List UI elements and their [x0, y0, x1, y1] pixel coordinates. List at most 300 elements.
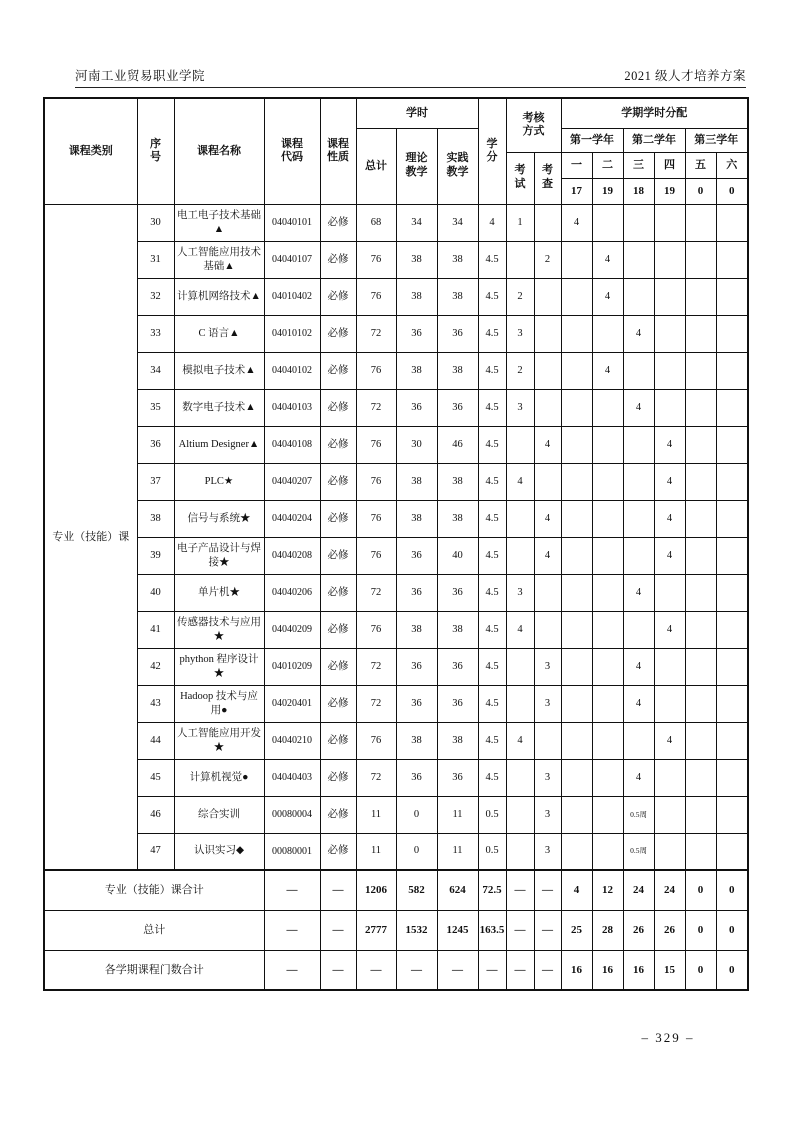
cell-sem-2	[592, 500, 623, 537]
cell-sem-6	[716, 500, 748, 537]
cell-theory: 0	[396, 796, 437, 833]
col-header-code	[264, 98, 320, 204]
summary-sem-6: 0	[716, 910, 748, 950]
col-header-sem-6: 六	[716, 152, 748, 178]
summary-theory: 1532	[396, 910, 437, 950]
summary-nature: —	[320, 870, 356, 910]
cell-no: 41	[137, 611, 174, 648]
col-header-credit	[478, 98, 506, 204]
cell-nature: 必修	[320, 722, 356, 759]
cell-sem-5	[685, 463, 716, 500]
cell-sem-3	[623, 241, 654, 278]
cell-no: 38	[137, 500, 174, 537]
cell-nature: 必修	[320, 759, 356, 796]
col-header-hours: 学时	[356, 98, 478, 128]
summary-sem-5: 0	[685, 870, 716, 910]
cell-exam: 3	[506, 389, 534, 426]
cell-total: 68	[356, 204, 396, 241]
cell-credit: 4.5	[478, 500, 506, 537]
cell-theory: 38	[396, 611, 437, 648]
cell-theory: 38	[396, 352, 437, 389]
cell-sem-1	[561, 759, 592, 796]
cell-theory: 36	[396, 648, 437, 685]
summary-total: —	[356, 950, 396, 990]
cell-code: 04010209	[264, 648, 320, 685]
cell-nature: 必修	[320, 352, 356, 389]
cell-check: 3	[534, 648, 561, 685]
cell-practice: 11	[437, 833, 478, 870]
cell-sem-1	[561, 426, 592, 463]
cell-sem-6	[716, 574, 748, 611]
cell-check	[534, 315, 561, 352]
cell-exam	[506, 759, 534, 796]
cell-sem-5	[685, 685, 716, 722]
cell-sem-5	[685, 500, 716, 537]
sem-weeks-3: 18	[623, 178, 654, 204]
cell-no: 44	[137, 722, 174, 759]
summary-check: —	[534, 870, 561, 910]
cell-sem-5	[685, 833, 716, 870]
summary-label: 专业（技能）课合计	[44, 870, 264, 910]
cell-code: 04040207	[264, 463, 320, 500]
course-row	[44, 833, 748, 870]
cell-total: 76	[356, 611, 396, 648]
col-header-theory	[396, 128, 437, 204]
cell-nature: 必修	[320, 315, 356, 352]
cell-credit: 0.5	[478, 796, 506, 833]
cell-nature: 必修	[320, 574, 356, 611]
cell-credit: 4.5	[478, 574, 506, 611]
course-row	[44, 537, 748, 574]
cell-sem-3: 4	[623, 759, 654, 796]
cell-exam	[506, 833, 534, 870]
cell-theory: 38	[396, 722, 437, 759]
col-header-code-label: 课程代码	[281, 137, 303, 164]
cell-sem-4	[654, 759, 685, 796]
cell-exam: 3	[506, 574, 534, 611]
cell-sem-1	[561, 537, 592, 574]
cell-name: 综合实训	[174, 796, 264, 833]
cell-check	[534, 611, 561, 648]
cell-nature: 必修	[320, 611, 356, 648]
cell-sem-2	[592, 537, 623, 574]
cell-code: 04040209	[264, 611, 320, 648]
cell-theory: 36	[396, 537, 437, 574]
header-row-1	[44, 98, 748, 128]
cell-practice: 38	[437, 500, 478, 537]
cell-name: 数字电子技术▲	[174, 389, 264, 426]
cell-code: 04010102	[264, 315, 320, 352]
cell-total: 72	[356, 759, 396, 796]
cell-theory: 36	[396, 574, 437, 611]
cell-credit: 4.5	[478, 685, 506, 722]
summary-row	[44, 950, 748, 990]
summary-practice: 624	[437, 870, 478, 910]
cell-practice: 34	[437, 204, 478, 241]
cell-sem-2	[592, 648, 623, 685]
summary-exam: —	[506, 910, 534, 950]
cell-sem-6	[716, 278, 748, 315]
summary-label: 各学期课程门数合计	[44, 950, 264, 990]
cell-name: 电子产品设计与焊接★	[174, 537, 264, 574]
col-header-check-label: 考查	[542, 164, 554, 190]
cell-practice: 38	[437, 278, 478, 315]
course-row	[44, 426, 748, 463]
cell-check	[534, 463, 561, 500]
col-header-practice	[437, 128, 478, 204]
cell-sem-2	[592, 574, 623, 611]
cell-theory: 0	[396, 833, 437, 870]
cell-no: 40	[137, 574, 174, 611]
cell-credit: 4.5	[478, 759, 506, 796]
cell-exam	[506, 241, 534, 278]
summary-credit: 163.5	[478, 910, 506, 950]
cell-exam: 1	[506, 204, 534, 241]
cell-sem-2	[592, 685, 623, 722]
course-row	[44, 352, 748, 389]
cell-name: 人工智能应用技术基础▲	[174, 241, 264, 278]
cell-sem-3: 0.5周	[623, 796, 654, 833]
summary-check: —	[534, 910, 561, 950]
cell-code: 04040107	[264, 241, 320, 278]
cell-sem-4	[654, 685, 685, 722]
cell-total: 72	[356, 389, 396, 426]
cell-exam	[506, 500, 534, 537]
cell-sem-1	[561, 685, 592, 722]
col-header-sem-2: 二	[592, 152, 623, 178]
cell-theory: 38	[396, 463, 437, 500]
cell-sem-1	[561, 278, 592, 315]
course-row	[44, 648, 748, 685]
summary-total: 1206	[356, 870, 396, 910]
cell-sem-1	[561, 352, 592, 389]
cell-no: 47	[137, 833, 174, 870]
category-label: 专业（技能）课	[44, 204, 137, 870]
cell-sem-1	[561, 833, 592, 870]
table-body	[44, 204, 748, 990]
summary-credit: 72.5	[478, 870, 506, 910]
cell-sem-1	[561, 796, 592, 833]
cell-sem-2	[592, 204, 623, 241]
cell-credit: 0.5	[478, 833, 506, 870]
cell-practice: 36	[437, 315, 478, 352]
cell-sem-4: 4	[654, 500, 685, 537]
cell-check: 4	[534, 500, 561, 537]
cell-nature: 必修	[320, 426, 356, 463]
cell-code: 04040206	[264, 574, 320, 611]
cell-sem-3: 4	[623, 685, 654, 722]
cell-theory: 30	[396, 426, 437, 463]
cell-sem-1	[561, 648, 592, 685]
summary-code: —	[264, 910, 320, 950]
cell-total: 72	[356, 574, 396, 611]
cell-sem-4	[654, 278, 685, 315]
cell-check	[534, 722, 561, 759]
cell-sem-2	[592, 389, 623, 426]
cell-exam: 4	[506, 611, 534, 648]
cell-name: 认识实习◆	[174, 833, 264, 870]
page-header	[75, 60, 746, 88]
cell-credit: 4.5	[478, 315, 506, 352]
cell-credit: 4.5	[478, 463, 506, 500]
cell-code: 04040101	[264, 204, 320, 241]
summary-practice: —	[437, 950, 478, 990]
page-number: – 329 –	[641, 1030, 695, 1045]
cell-nature: 必修	[320, 685, 356, 722]
col-header-exam-label: 考试	[514, 164, 526, 190]
col-header-year1: 第一学年	[561, 128, 623, 152]
cell-practice: 36	[437, 685, 478, 722]
cell-sem-3	[623, 204, 654, 241]
cell-sem-5	[685, 574, 716, 611]
course-row	[44, 759, 748, 796]
cell-sem-5	[685, 204, 716, 241]
cell-code: 04040210	[264, 722, 320, 759]
cell-total: 76	[356, 241, 396, 278]
cell-sem-6	[716, 204, 748, 241]
cell-nature: 必修	[320, 796, 356, 833]
cell-sem-6	[716, 611, 748, 648]
cell-practice: 38	[437, 463, 478, 500]
summary-sem-4: 26	[654, 910, 685, 950]
cell-sem-4	[654, 352, 685, 389]
summary-sem-1: 16	[561, 950, 592, 990]
cell-sem-6	[716, 315, 748, 352]
summary-sem-4: 15	[654, 950, 685, 990]
cell-sem-4: 4	[654, 722, 685, 759]
cell-exam	[506, 426, 534, 463]
cell-sem-4: 4	[654, 463, 685, 500]
summary-sem-3: 24	[623, 870, 654, 910]
cell-sem-2	[592, 796, 623, 833]
cell-sem-2	[592, 759, 623, 796]
cell-name: PLC★	[174, 463, 264, 500]
summary-code: —	[264, 950, 320, 990]
cell-name: 单片机★	[174, 574, 264, 611]
col-header-semester-dist: 学期学时分配	[561, 98, 748, 128]
cell-sem-3	[623, 500, 654, 537]
school-name: 河南工业贸易职业学院	[75, 69, 206, 83]
cell-sem-1	[561, 241, 592, 278]
summary-exam: —	[506, 870, 534, 910]
cell-credit: 4.5	[478, 426, 506, 463]
cell-sem-3	[623, 352, 654, 389]
cell-total: 76	[356, 500, 396, 537]
cell-code: 04040403	[264, 759, 320, 796]
cell-code: 04040103	[264, 389, 320, 426]
cell-total: 76	[356, 426, 396, 463]
cell-sem-2	[592, 463, 623, 500]
course-row	[44, 241, 748, 278]
col-header-sem-5: 五	[685, 152, 716, 178]
cell-practice: 36	[437, 759, 478, 796]
cell-exam: 2	[506, 278, 534, 315]
cell-total: 11	[356, 833, 396, 870]
cell-name: 传感器技术与应用★	[174, 611, 264, 648]
col-header-nature-label: 课程性质	[327, 137, 349, 164]
summary-row	[44, 910, 748, 950]
cell-sem-3	[623, 463, 654, 500]
cell-theory: 38	[396, 278, 437, 315]
cell-sem-3: 0.5周	[623, 833, 654, 870]
cell-sem-1	[561, 500, 592, 537]
cell-sem-6	[716, 796, 748, 833]
cell-credit: 4.5	[478, 278, 506, 315]
col-header-category: 课程类别	[44, 98, 137, 204]
sem-weeks-4: 19	[654, 178, 685, 204]
course-row	[44, 315, 748, 352]
doc-title: 2021 级人才培养方案	[624, 69, 746, 83]
cell-sem-6	[716, 759, 748, 796]
cell-no: 43	[137, 685, 174, 722]
cell-sem-6	[716, 833, 748, 870]
cell-code: 04040102	[264, 352, 320, 389]
cell-total: 76	[356, 463, 396, 500]
cell-name: 电工电子技术基础▲	[174, 204, 264, 241]
cell-sem-4	[654, 574, 685, 611]
cell-theory: 36	[396, 685, 437, 722]
cell-name: 计算机视觉●	[174, 759, 264, 796]
col-header-credit-label: 学分	[486, 137, 498, 164]
cell-sem-2	[592, 611, 623, 648]
col-header-sem-3: 三	[623, 152, 654, 178]
sem-weeks-2: 19	[592, 178, 623, 204]
cell-sem-4	[654, 389, 685, 426]
col-header-name: 课程名称	[174, 98, 264, 204]
cell-nature: 必修	[320, 463, 356, 500]
summary-sem-2: 16	[592, 950, 623, 990]
cell-practice: 46	[437, 426, 478, 463]
cell-sem-5	[685, 537, 716, 574]
col-header-no-label: 序号	[150, 137, 161, 164]
cell-name: 模拟电子技术▲	[174, 352, 264, 389]
cell-name: 信号与系统★	[174, 500, 264, 537]
cell-code: 04010402	[264, 278, 320, 315]
col-header-check	[534, 152, 561, 204]
cell-sem-5	[685, 648, 716, 685]
cell-exam	[506, 685, 534, 722]
cell-total: 72	[356, 685, 396, 722]
summary-total: 2777	[356, 910, 396, 950]
cell-sem-2	[592, 426, 623, 463]
cell-credit: 4.5	[478, 352, 506, 389]
cell-sem-6	[716, 389, 748, 426]
cell-exam	[506, 537, 534, 574]
cell-practice: 40	[437, 537, 478, 574]
cell-practice: 38	[437, 352, 478, 389]
cell-sem-5	[685, 352, 716, 389]
cell-check	[534, 574, 561, 611]
cell-total: 76	[356, 352, 396, 389]
cell-total: 76	[356, 722, 396, 759]
cell-name: Hadoop 技术与应用●	[174, 685, 264, 722]
col-header-practice-label: 实践教学	[446, 152, 469, 178]
cell-credit: 4.5	[478, 241, 506, 278]
cell-theory: 38	[396, 500, 437, 537]
cell-exam: 4	[506, 463, 534, 500]
summary-sem-6: 0	[716, 950, 748, 990]
col-header-total: 总计	[356, 128, 396, 204]
cell-check: 4	[534, 537, 561, 574]
cell-check: 3	[534, 759, 561, 796]
cell-sem-1	[561, 611, 592, 648]
cell-sem-4	[654, 796, 685, 833]
cell-sem-4	[654, 241, 685, 278]
summary-label: 总计	[44, 910, 264, 950]
cell-sem-3	[623, 722, 654, 759]
cell-sem-4	[654, 833, 685, 870]
cell-theory: 36	[396, 315, 437, 352]
cell-sem-5	[685, 315, 716, 352]
table-header	[44, 98, 748, 204]
cell-nature: 必修	[320, 500, 356, 537]
summary-sem-4: 24	[654, 870, 685, 910]
course-row	[44, 204, 748, 241]
cell-sem-4	[654, 315, 685, 352]
cell-no: 30	[137, 204, 174, 241]
cell-sem-4	[654, 204, 685, 241]
cell-check: 3	[534, 796, 561, 833]
cell-credit: 4.5	[478, 611, 506, 648]
summary-sem-2: 28	[592, 910, 623, 950]
cell-nature: 必修	[320, 833, 356, 870]
summary-exam: —	[506, 950, 534, 990]
cell-total: 11	[356, 796, 396, 833]
cell-exam: 4	[506, 722, 534, 759]
cell-sem-3	[623, 426, 654, 463]
cell-check: 4	[534, 426, 561, 463]
course-row	[44, 389, 748, 426]
cell-sem-6	[716, 722, 748, 759]
cell-sem-1	[561, 722, 592, 759]
cell-no: 35	[137, 389, 174, 426]
course-row	[44, 463, 748, 500]
cell-practice: 38	[437, 722, 478, 759]
summary-nature: —	[320, 950, 356, 990]
cell-sem-5	[685, 796, 716, 833]
cell-sem-2: 4	[592, 352, 623, 389]
course-row	[44, 722, 748, 759]
summary-theory: 582	[396, 870, 437, 910]
summary-nature: —	[320, 910, 356, 950]
cell-sem-1	[561, 574, 592, 611]
cell-sem-4: 4	[654, 426, 685, 463]
cell-sem-2	[592, 833, 623, 870]
cell-sem-6	[716, 426, 748, 463]
cell-no: 33	[137, 315, 174, 352]
cell-sem-5	[685, 759, 716, 796]
cell-nature: 必修	[320, 241, 356, 278]
cell-check: 3	[534, 833, 561, 870]
cell-sem-2	[592, 315, 623, 352]
cell-code: 00080004	[264, 796, 320, 833]
cell-practice: 38	[437, 611, 478, 648]
cell-nature: 必修	[320, 204, 356, 241]
cell-check: 3	[534, 685, 561, 722]
col-header-sem-1: 一	[561, 152, 592, 178]
cell-nature: 必修	[320, 537, 356, 574]
course-row	[44, 278, 748, 315]
cell-no: 34	[137, 352, 174, 389]
summary-code: —	[264, 870, 320, 910]
col-header-nature	[320, 98, 356, 204]
cell-sem-6	[716, 241, 748, 278]
summary-sem-3: 26	[623, 910, 654, 950]
cell-practice: 36	[437, 648, 478, 685]
cell-theory: 36	[396, 759, 437, 796]
cell-nature: 必修	[320, 278, 356, 315]
cell-exam	[506, 648, 534, 685]
